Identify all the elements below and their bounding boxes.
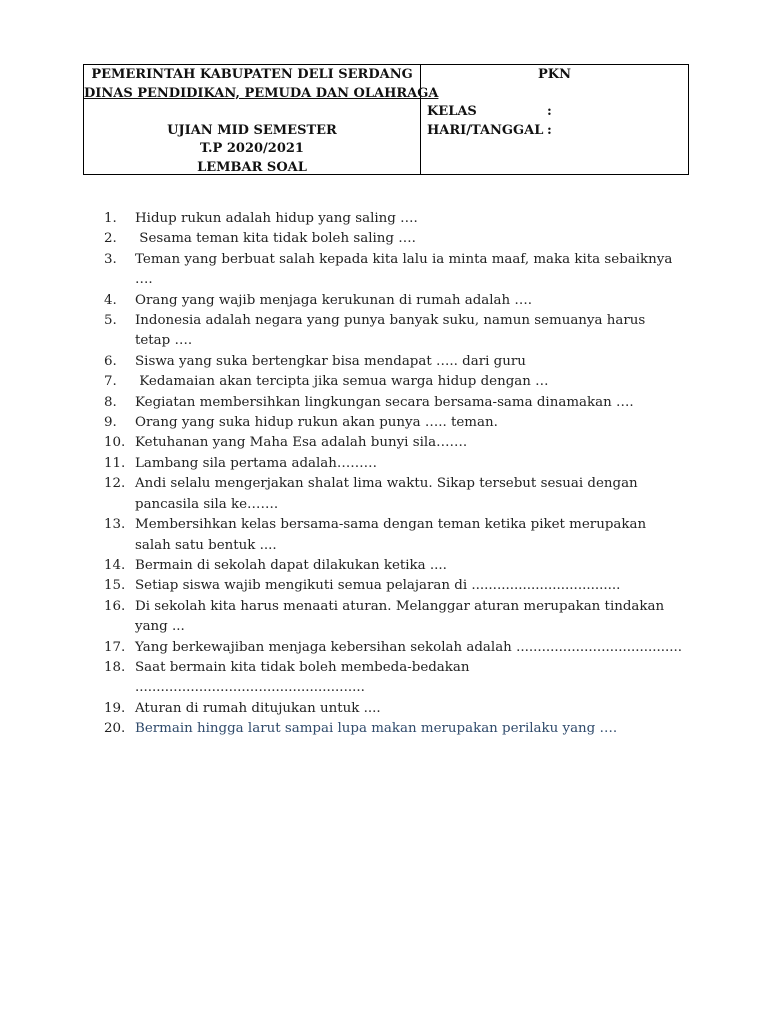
question-item [104, 699, 684, 719]
question-text: Kegiatan membersihkan lingkungan secara bersama-sama dinamakan …. [135, 394, 634, 410]
question-number: 2. [104, 231, 117, 247]
question-item [104, 311, 684, 352]
question-item [104, 250, 684, 291]
class-colon: : [547, 104, 552, 119]
question-item [104, 433, 684, 453]
question-text: Yang berkewajiban menjaga kebersihan sekolah adalah ....................................... [135, 639, 683, 655]
date-colon: : [547, 122, 552, 138]
question-number: 18. [104, 659, 126, 675]
question-number: 16. [104, 598, 126, 614]
department-name: DINAS PENDIDIKAN, PEMUDA DAN OLAHRAGA [84, 85, 439, 101]
exam-header-table [83, 64, 689, 175]
class-field [421, 103, 688, 122]
question-item [104, 638, 684, 658]
class-label: KELAS [427, 104, 477, 119]
question-text: Lambang sila pertama adalah……… [135, 455, 378, 471]
government-name: PEMERINTAH KABUPATEN DELI SERDANG [91, 67, 413, 82]
exam-title: UJIAN MID SEMESTER [167, 122, 337, 138]
question-number: 12. [104, 476, 126, 492]
question-number: 17. [104, 639, 126, 655]
question-item [104, 291, 684, 311]
question-item [104, 393, 684, 413]
question-text: Bermain di sekolah dapat dilakukan ketika .... [135, 557, 447, 573]
question-item [104, 515, 684, 556]
question-text: Sesama teman kita tidak boleh saling …. [135, 231, 416, 247]
question-list [104, 209, 684, 740]
question-number: 14. [104, 557, 126, 573]
sheet-title: LEMBAR SOAL [197, 159, 307, 175]
question-number: 5. [104, 313, 117, 329]
question-number: 1. [104, 211, 117, 226]
question-item [104, 556, 684, 576]
question-item [104, 474, 684, 515]
question-text: Andi selalu mengerjakan shalat lima waktu. Sikap tersebut sesuai dengan pancasila sila ke……. [135, 476, 642, 512]
question-item [104, 576, 684, 596]
question-number: 7. [104, 374, 117, 390]
question-text: Hidup rukun adalah hidup yang saling …. [135, 211, 418, 226]
question-item [104, 597, 684, 638]
question-item [104, 413, 684, 433]
question-text: Ketuhanan yang Maha Esa adalah bunyi sila……. [135, 435, 468, 451]
question-item [104, 229, 684, 249]
institution-block [84, 65, 439, 175]
question-text: Indonesia adalah negara yang punya banyak suku, namun semuanya harus tetap …. [135, 313, 650, 349]
question-item [104, 454, 684, 474]
question-text: Siswa yang suka bertengkar bisa mendapat ….. dari guru [135, 353, 526, 369]
question-number: 20. [104, 721, 126, 737]
question-number: 9. [104, 415, 117, 431]
question-number: 8. [104, 394, 117, 410]
question-item [104, 719, 684, 739]
question-number: 6. [104, 353, 117, 369]
question-number: 4. [104, 292, 117, 308]
question-text: Kedamaian akan tercipta jika semua warga hidup dengan … [135, 374, 549, 390]
question-text: Saat bermain kita tidak boleh membeda-bedakan ...................................................... [135, 659, 474, 696]
question-text: Di sekolah kita harus menaati aturan. Melanggar aturan merupakan tindakan yang ... [135, 598, 669, 635]
question-number: 11. [104, 455, 126, 471]
question-text: Orang yang suka hidup rukun akan punya ….. teman. [135, 415, 498, 431]
question-item [104, 209, 684, 229]
question-text: Membersihkan kelas bersama-sama dengan teman ketika piket merupakan salah satu bentuk .... [135, 517, 651, 553]
date-label: HARI/TANGGAL [427, 122, 544, 138]
question-item [104, 372, 684, 392]
question-text: Setiap siswa wajib mengikuti semua pelajaran di ................................... [135, 578, 621, 594]
question-text: Aturan di rumah ditujukan untuk .... [135, 700, 381, 716]
school-year: T.P 2020/2021 [200, 141, 304, 156]
subject-name: PKN [538, 67, 571, 82]
question-text: Teman yang berbuat salah kepada kita lalu ia minta maaf, maka kita sebaiknya …. [135, 251, 677, 288]
exam-info-block [421, 65, 688, 174]
question-number: 10. [104, 435, 126, 451]
question-text: Bermain hingga larut sampai lupa makan merupakan perilaku yang …. [135, 721, 618, 737]
question-number: 3. [104, 251, 117, 267]
question-number: 15. [104, 578, 126, 594]
question-text: Orang yang wajib menjaga kerukunan di rumah adalah …. [135, 292, 533, 308]
question-number: 13. [104, 517, 126, 533]
date-field [421, 122, 688, 141]
question-item [104, 352, 684, 372]
question-item [104, 658, 684, 699]
question-number: 19. [104, 700, 126, 716]
